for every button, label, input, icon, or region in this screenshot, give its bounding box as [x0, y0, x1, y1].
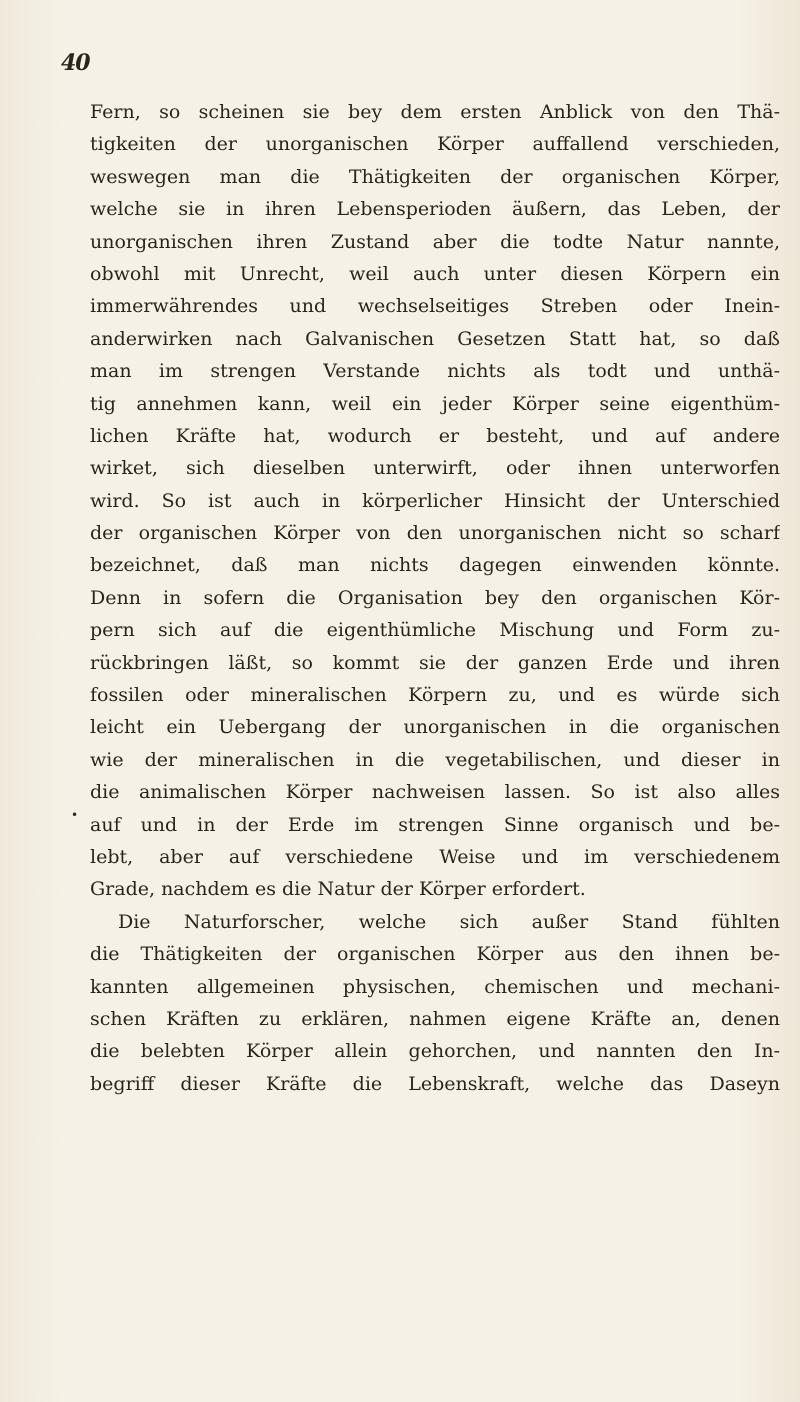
text-line: Die Naturforscher, welche sich außer Stand fühlten [118, 910, 780, 933]
text-line: kannten allgemeinen physischen, chemischen und mechani- [90, 975, 780, 998]
text-line: die animalischen Körper nachweisen lassen. So ist also alles [90, 781, 780, 804]
text-line: immerwährendes und wechselseitiges Streben oder Inein- [90, 295, 780, 318]
text-line: Grade, nachdem es die Natur der Körper erfordert. [90, 878, 586, 901]
margin-mark: • [71, 808, 79, 822]
text-line: schen Kräften zu erklären, nahmen eigene Kräfte an, denen [90, 1007, 780, 1030]
text-line: man im strengen Verstande nichts als todt und unthä- [90, 360, 780, 383]
text-line: wird. So ist auch in körperlicher Hinsicht der Unterschied [90, 489, 780, 512]
text-line: tigkeiten der unorganischen Körper auffallend verschieden, [90, 133, 780, 156]
page-number: 40 [61, 50, 90, 76]
text-line: Fern, so scheinen sie bey dem ersten Anblick von den Thä- [90, 101, 780, 123]
text-line: wirket, sich dieselben unterwirft, oder ihnen unterworfen [90, 457, 780, 480]
text-line: obwohl mit Unrecht, weil auch unter diesen Körpern ein [90, 262, 780, 285]
text-line: begriff dieser Kräfte die Lebenskraft, welche das Daseyn [90, 1072, 780, 1095]
text-line: welche sie in ihren Lebensperioden äußern, das Leben, der [90, 198, 780, 221]
text-line: rückbringen läßt, so kommt sie der ganzen Erde und ihren [90, 651, 780, 674]
text-line: die Thätigkeiten der organischen Körper aus den ihnen be- [90, 943, 780, 966]
text-line: fossilen oder mineralischen Körpern zu, und es würde sich [90, 684, 780, 707]
text-line: wie der mineralischen in die vegetabilischen, und dieser in [90, 748, 780, 771]
body-text [90, 96, 780, 1100]
text-line: lichen Kräfte hat, wodurch er besteht, und auf andere [90, 424, 780, 447]
text-line: die belebten Körper allein gehorchen, und nannten den In- [90, 1040, 780, 1063]
text-line: weswegen man die Thätigkeiten der organischen Körper, [90, 165, 780, 188]
text-line: Denn in sofern die Organisation bey den organischen Kör- [90, 586, 780, 609]
text-line: lebt, aber auf verschiedene Weise und im verschiedenem [90, 845, 780, 868]
text-line: bezeichnet, daß man nichts dagegen einwenden könnte. [90, 554, 780, 577]
text-line: der organischen Körper von den unorganischen nicht so scharf [90, 522, 780, 545]
text-line: anderwirken nach Galvanischen Gesetzen Statt hat, so daß [90, 327, 780, 350]
text-line: pern sich auf die eigenthümliche Mischung und Form zu- [90, 619, 780, 642]
text-line: tig annehmen kann, weil ein jeder Körper seine eigenthüm- [90, 392, 780, 415]
text-line: unorganischen ihren Zustand aber die todte Natur nannte, [90, 230, 780, 253]
text-line: leicht ein Uebergang der unorganischen in die organischen [90, 716, 780, 739]
text-line: auf und in der Erde im strengen Sinne organisch und be- [90, 813, 780, 836]
